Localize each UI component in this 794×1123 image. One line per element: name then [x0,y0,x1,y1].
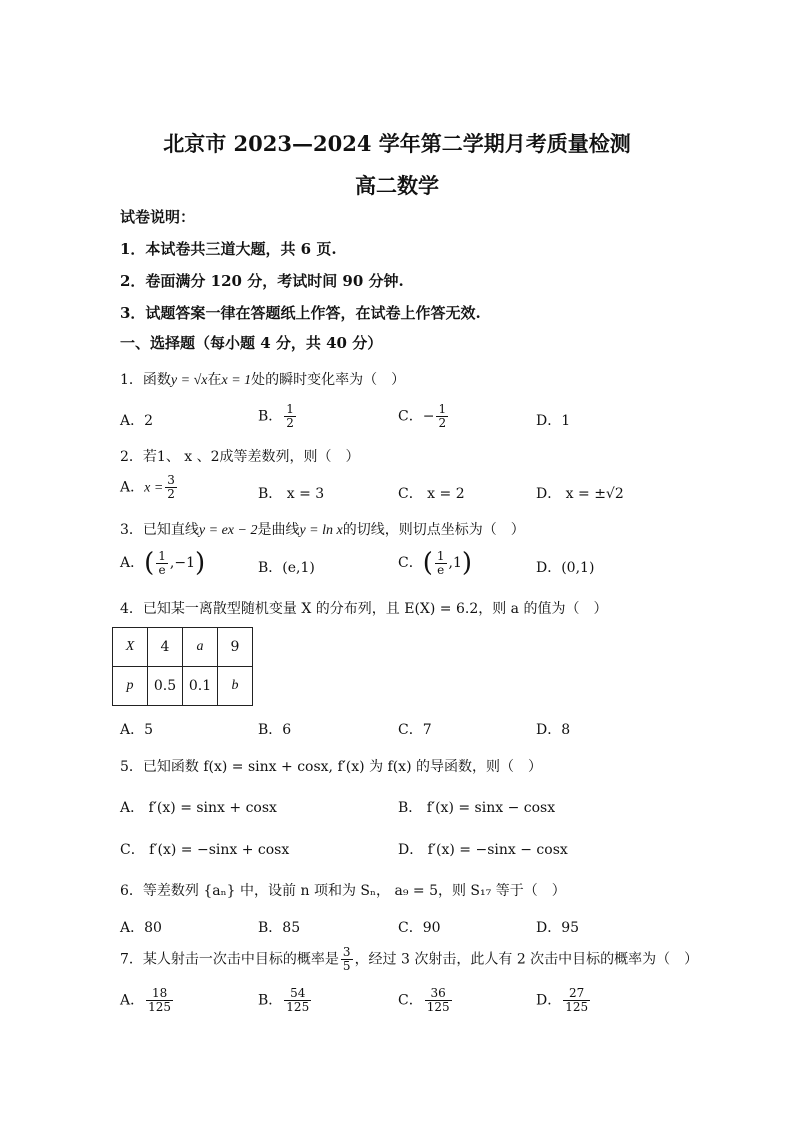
table-cell: 9 [218,628,253,667]
question-5-stem: 5．已知函数 f(x) = sinx + cosx, f′(x) 为 f(x) 的导函数，则（ ） [120,759,542,775]
table-row [113,628,253,667]
instruction-2: 2．卷面满分 120 分，考试时间 90 分钟. [120,272,404,290]
table-cell: a [183,628,218,667]
q3-option-c[interactable]: C．( $\frac{1}{e}$ ,1) [398,548,473,578]
fraction: $\frac{3}{2}$ [167,473,175,501]
q6-option-b[interactable]: B．85 [258,920,301,936]
distribution-table [112,627,253,706]
table-cell: 0.5 [148,667,183,706]
q5-option-b[interactable]: B． f′(x) = sinx − cosx [398,800,556,816]
question-2-stem: 2．若1、 x 、2成等差数列，则（ ） [120,449,360,465]
q7-option-c[interactable]: C． $\frac{36}{125}$ [398,986,450,1014]
q4-option-b[interactable]: B．6 [258,722,292,738]
q6-option-d[interactable]: D．95 [536,920,580,936]
exam-title: 北京市 2023—2024 学年第二学期月考质量检测 [163,131,631,156]
table-row [113,667,253,706]
q4-option-c[interactable]: C．7 [398,722,432,738]
q3-option-d[interactable]: D．(0,1) [536,560,595,576]
q7-option-a[interactable]: A． $\frac{18}{125}$ [120,986,172,1014]
fraction: $\frac{54}{125}$ [286,986,310,1014]
q4-option-a[interactable]: A．5 [120,722,154,738]
fraction: $\frac{1}{e}$ [436,548,445,577]
question-4-stem: 4．已知某一离散型随机变量 X 的分布列，且 E(X) = 6.2，则 a 的值为（ ） [120,601,608,617]
q1-option-b[interactable]: B． $\frac{1}{2}$ [258,402,294,430]
instructions-heading: 试卷说明： [120,208,196,226]
instruction-1: 1．本试卷共三道大题，共 6 页. [120,240,337,258]
q7-option-b[interactable]: B． $\frac{54}{125}$ [258,986,310,1014]
table-cell: 4 [148,628,183,667]
exam-subtitle: 高二数学 [355,173,439,198]
question-1-stem: 1．函数y = √x在x = 1处的瞬时变化率为（ ） [120,372,406,388]
q2-option-b[interactable]: B． x = 3 [258,486,325,502]
q6-option-a[interactable]: A．80 [120,920,162,936]
fraction: $\frac{3}{5}$ [342,945,351,973]
q2-option-a[interactable]: A．x = $\frac{3}{2}$ [120,473,175,501]
q5-option-d[interactable]: D． f′(x) = −sinx − cosx [398,842,568,858]
question-6-stem: 6．等差数列 {aₙ} 中，设前 n 项和为 Sₙ， a₉ = 5，则 S₁₇ 等于（ ） [120,883,566,899]
fraction: $\frac{1}{e}$ [158,548,166,577]
fraction: $\frac{36}{125}$ [426,986,450,1014]
fraction: $\frac{1}{2}$ [438,402,447,430]
q7-option-d[interactable]: D． $\frac{27}{125}$ [536,986,589,1014]
q1-option-d[interactable]: D．1 [536,413,571,429]
q2-option-d[interactable]: D． x = ±√2 [536,486,624,502]
q4-option-d[interactable]: D．8 [536,722,571,738]
table-cell: X [113,628,148,667]
q1-option-a[interactable]: A．2 [120,413,154,429]
q5-option-c[interactable]: C． f′(x) = −sinx + cosx [120,842,290,858]
q6-option-c[interactable]: C．90 [398,920,441,936]
table-cell: 0.1 [183,667,218,706]
q1-option-c[interactable]: C．− $\frac{1}{2}$ [398,402,447,430]
q5-option-a[interactable]: A． f′(x) = sinx + cosx [120,800,277,816]
table-cell: p [113,667,148,706]
fraction: $\frac{1}{2}$ [286,402,294,430]
question-3-stem: 3．已知直线y = ex − 2是曲线y = ln x的切线，则切点坐标为（ ） [120,522,525,538]
q2-option-c[interactable]: C． x = 2 [398,486,465,502]
section-heading: 一、选择题（每小题 4 分，共 40 分） [120,334,383,352]
instruction-3: 3．试题答案一律在答题纸上作答，在试卷上作答无效. [120,304,481,322]
fraction: $\frac{27}{125}$ [565,986,589,1014]
table-cell: b [218,667,253,706]
question-7-stem: 7．某人射击一次击中目标的概率是 $\frac{3}{5}$ ，经过 3 次射击，此人有 2 次击中目标的概率为（ ） [120,945,699,973]
fraction: $\frac{18}{125}$ [148,986,172,1014]
q3-option-a[interactable]: A．( $\frac{1}{e}$ ,−1) [120,548,206,578]
q3-option-b[interactable]: B．(e,1) [258,560,315,576]
